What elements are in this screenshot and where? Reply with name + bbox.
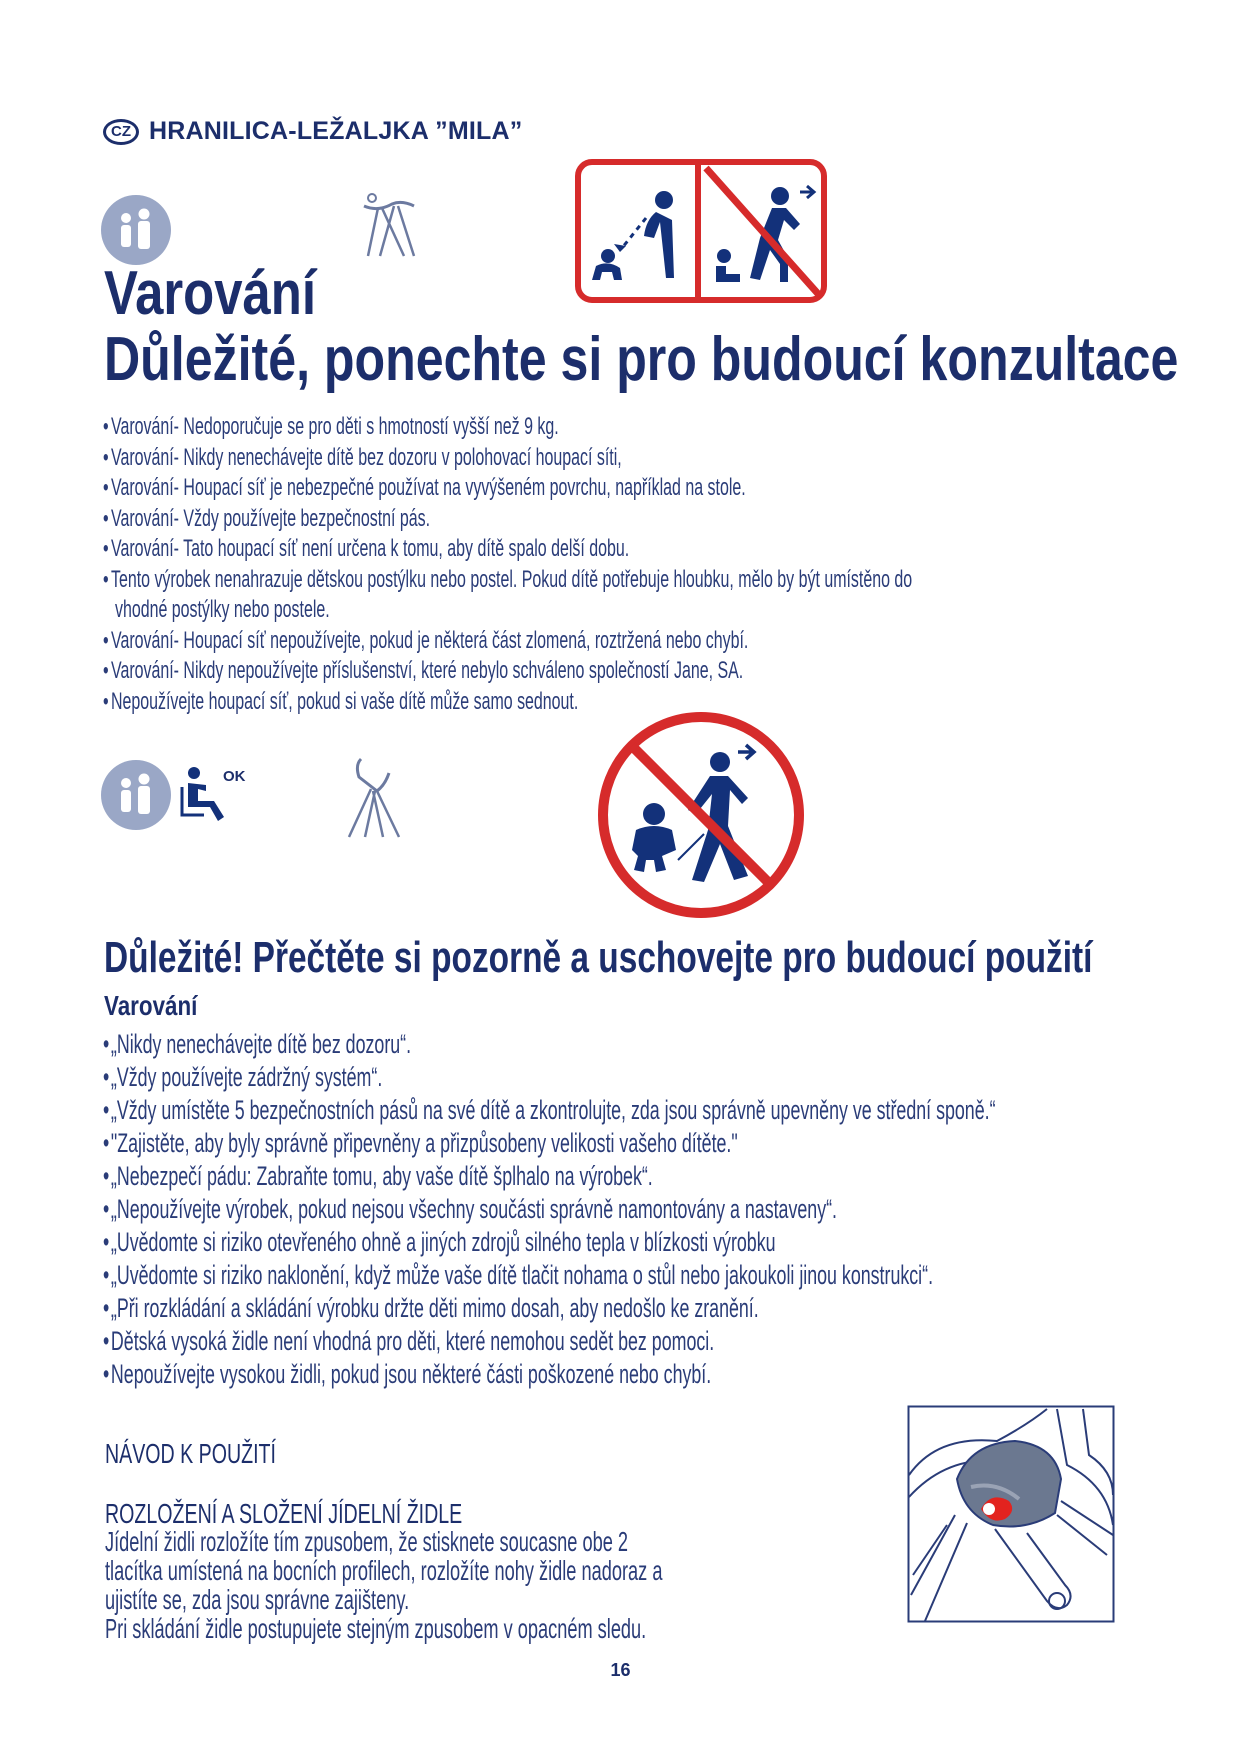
- list-item: • „Uvědomte si riziko naklonění, když může vaše dítě tlačit nohama o stůl nebo jakoukoli jinou konstrukci“.: [103, 1259, 996, 1292]
- list-item: • Tento výrobek nenahrazuje dětskou postýlku nebo postel. Pokud dítě potřebuje hloubku, mělo by být umístěno do: [103, 565, 912, 596]
- adult-child-icon: [101, 195, 171, 265]
- no-leaving-child-sign: [574, 158, 828, 304]
- instruction-line: Pri skládání židle postupujete stejným zpusobem v opacném sledu.: [105, 1613, 647, 1644]
- document-header: [103, 117, 522, 146]
- warning-title: Varování: [104, 259, 316, 328]
- list-item: • „Nikdy nenechávejte dítě bez dozoru“.: [103, 1028, 996, 1061]
- list-item: • Varování- Nikdy nenechávejte dítě bez dozoru v polohovací houpací síti,: [103, 443, 912, 474]
- adult-child-icon-2: [101, 760, 171, 830]
- bouncer-icon: [358, 190, 428, 262]
- list-item: • Varování- Vždy používejte bezpečnostní pás.: [103, 504, 912, 535]
- instruction-line: Jídelní židli rozložíte tím zpusobem, že stisknete soucasne obe 2: [105, 1526, 629, 1557]
- list-item: • Nepoužívejte houpací síť, pokud si vaše dítě může samo sednout.: [103, 687, 912, 718]
- seated-child-icon: [180, 765, 224, 825]
- list-item: • Dětská vysoká židle není vhodná pro děti, které nemohou sedět bez pomoci.: [103, 1325, 996, 1358]
- instructions-body: [105, 1527, 963, 1643]
- list-item: • „Uvědomte si riziko otevřeného ohně a jiných zdrojů silného tepla v blízkosti výrobku: [103, 1226, 996, 1259]
- instruction-line: tlacítka umístená na bocních profilech, rozložíte nohy židle nadoraz a: [105, 1555, 663, 1586]
- list-item: • "Zajistěte, aby byly správně připevněny a přizpůsobeny velikosti vašeho dítěte.": [103, 1127, 996, 1160]
- section1-warnings: [103, 412, 1241, 717]
- section2-heading: [104, 935, 1241, 981]
- list-item: • Varování- Houpací síť je nebezpečné používat na vyvýšeném povrchu, například na stole.: [103, 473, 912, 504]
- list-item: • „Vždy používejte zádržný systém“.: [103, 1061, 996, 1094]
- list-item: • „Vždy umístěte 5 bezpečnostních pásů na své dítě a zkontrolujte, zda jsou správně upevněny ve střední sponě.“: [103, 1094, 996, 1127]
- list-item: • Varování- Nedoporučuje se pro děti s hmotností vyšší než 9 kg.: [103, 412, 912, 443]
- section1-subheading: [104, 325, 1241, 394]
- product-title: HRANILICA-LEŽALJKA ”MILA”: [149, 117, 523, 145]
- list-item: • Varování- Tato houpací síť není určena k tomu, aby dítě spalo delší dobu.: [103, 534, 912, 565]
- section1-heading: [104, 259, 362, 328]
- warning-subtitle: Varování: [104, 990, 198, 1021]
- instructions-title: [105, 1438, 349, 1470]
- list-item: • „Nepoužívejte výrobek, pokud nejsou všechny součásti správně namontovány a nastaveny“.: [103, 1193, 996, 1226]
- instructions-subtitle-text: ROZLOŽENÍ A SLOŽENÍ JÍDELNÍ ŽIDLE: [105, 1498, 463, 1529]
- section2-subheading: [104, 990, 221, 1022]
- no-leaving-child-round-sign: [596, 710, 806, 920]
- read-carefully-title: Důležité! Přečtěte si pozorně a uschovejte pro budoucí použití: [104, 933, 1093, 982]
- folding-mechanism-illustration: [907, 1405, 1115, 1623]
- highchair-icon: [341, 755, 405, 839]
- instruction-line: ujistíte se, zda jsou správne zajišteny.: [105, 1584, 410, 1615]
- list-item-continuation: vhodné postýlky nebo postele.: [114, 596, 330, 623]
- list-item: • Nepoužívejte vysokou židli, pokud jsou některé části poškozené nebo chybí.: [103, 1358, 996, 1391]
- section2-warnings: [103, 1028, 1241, 1391]
- list-item: • Varování- Houpací síť nepoužívejte, pokud je některá část zlomená, roztržená nebo chybí.: [103, 626, 912, 657]
- page-number: 16: [610, 1660, 631, 1680]
- ok-label: OK: [223, 768, 246, 785]
- instructions-title-text: NÁVOD K POUŽITÍ: [105, 1438, 276, 1469]
- list-item: • „Při rozkládání a skládání výrobku držte děti mimo dosah, aby nedošlo ke zranění.: [103, 1292, 996, 1325]
- list-item: • Varování- Nikdy nepoužívejte příslušenství, které nebylo schváleno společností Jane, SA.: [103, 656, 912, 687]
- list-item: • „Nebezpečí pádu: Zabraňte tomu, aby vaše dítě šplhalo na výrobek“.: [103, 1160, 996, 1193]
- keep-for-reference-title: Důležité, ponechte si pro budoucí konzultace: [104, 325, 1179, 394]
- language-badge: CZ: [103, 119, 139, 145]
